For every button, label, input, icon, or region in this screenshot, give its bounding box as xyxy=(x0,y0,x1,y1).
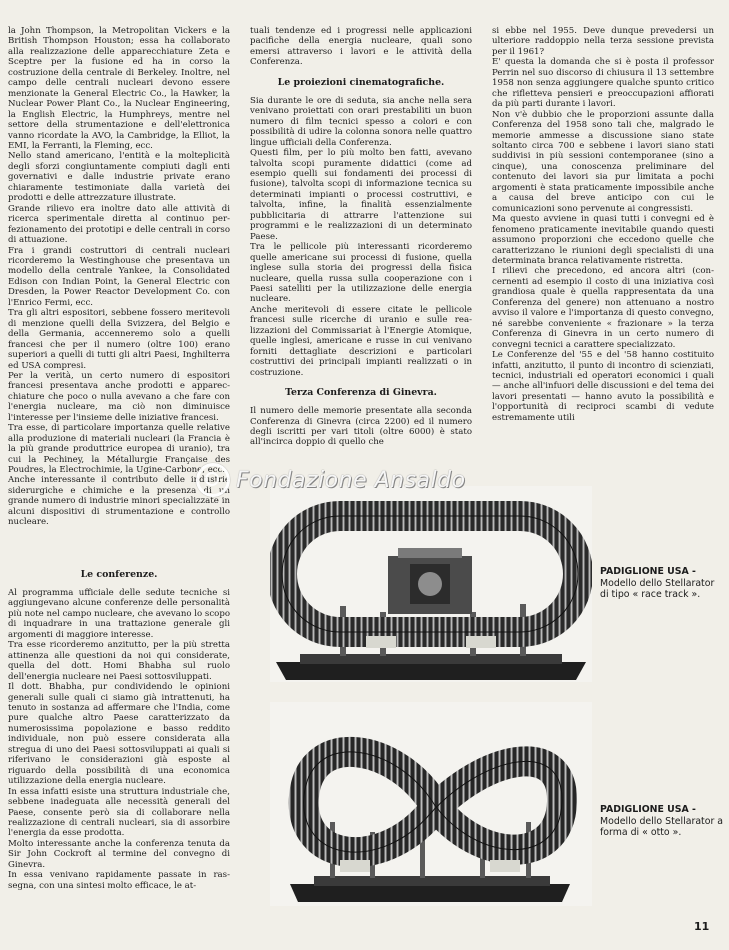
paragraph: In essa venivano rapidamente passate in rassegna, con una sintesi molto efficace, le at- xyxy=(8,870,230,891)
caption-body: Modello dello Stellarator di tipo « race track ». xyxy=(600,577,715,600)
paragraph: Per la verità, un certo numero di espositori francesi presentava anche prodotti e apparecchiature che poco o nulla avevano a che fare con l'energia nucleare, ma ciò non diminuisce l'interesse per l'insieme delle iniziative francesi. xyxy=(8,370,230,423)
paragraph: Fra i grandi costruttori di centrali nucleari ricorderemo la Westinghouse che presentava un modello della centrale Yankee, la Consolidated Edison con Indian Point, la General Electric con Dresden, la Power Reactor Development Co. con l'Enrico Fermi, ecc. xyxy=(8,245,230,308)
caption-title: PADIGLIONE USA - xyxy=(600,804,696,815)
paragraph: Al programma ufficiale delle sedute tecniche si aggiungevano alcune conferenze delle personalità più note nel campo nucleare, che avevano lo scopo di inquadrare in una trattazione generale gli argomenti di maggiore interesse. xyxy=(8,588,230,640)
paragraph: Tra esse, di particolare importanza quelle relative alla produzione di materiali nucleari (la Francia è la più grande produttrice europea di uranio), tra cui la Pechiney, la Métallurgie Française des Poudres, la Electrochimie, la Ugine-Carbone, ecc. xyxy=(8,423,230,476)
paragraph: Tra gli altri espositori, sebbene fossero meritevoli di menzione quelli della Svizzera, del Belgio e della Germania, accenneremo solo a quelli francesi che per il numero (oltre 100) erano superiori a quelli di tutti gli altri Paesi, Inghilterra ed USA compresi. xyxy=(8,308,230,371)
paragraph: Ma questo avviene in quasi tutti i convegni ed è fenomeno praticamente inevitabile quando questi assumono proporzioni che eccedono quelle che caratterizzano le riunioni degli specialisti di una determinata branca relativamente ristretta. xyxy=(492,214,714,266)
paragraph: Anche meritevoli di essere citate le pellicole francesi sulle ricerche di uranio e sulle realizzazioni del Commissariat à l'Energie Atomique, quelle inglesi, americane e russe in cui venivano forniti dettagliate descrizioni e particolari costruttivi dei principali impianti realizzati o in costruzione. xyxy=(250,304,472,378)
paragraph: Le Conferenze del '55 e del '58 hanno costituito infatti, anzitutto, il punto di incontro di scienziati, tecnici, industriali ed operatori economici i quali — anche all'infuori delle discussioni e del tema dei lavori presentati — hanno avuto la possibilità e l'opportunità di reciproci scambi di vedute estremamente utili xyxy=(492,350,714,423)
paragraph: Molto interessante anche la conferenza tenuta da Sir John Cockroft al termine del convegno di Ginevra. xyxy=(8,838,230,870)
paragraph: E' questa la domanda che si è posta il professor Perrin nel suo discorso di chiusura il 13 settembre 1958 non senza aggiungere qualche spunto critico che rifletteva pensieri e preoccupazioni affiorati da più parti durante i lavori. xyxy=(492,57,714,110)
column-right xyxy=(492,26,714,423)
page-number: 11 xyxy=(694,920,710,933)
watermark-text: Fondazione Ansaldo xyxy=(236,467,466,493)
column-left-top xyxy=(8,26,230,528)
stellarator-figure-eight-photo xyxy=(270,702,592,906)
column-middle xyxy=(250,26,472,448)
paragraph: Grande rilievo era inoltre dato alle attività di ricerca sperimentale diretta al continuo perfezionamento dei prototipi e delle centrali in corso di attuazione. xyxy=(8,203,230,246)
paragraph: Sia durante le ore di seduta, sia anche nella sera venivano proiettati con orari prestabiliti un buon numero di film tecnici spesso a colori e con possibilità di udire la colonna sonora nelle quattro lingue ufficiali della Conferenza. xyxy=(250,95,472,148)
section-heading: Le proiezioni cinematografiche. xyxy=(277,76,445,88)
photo-caption xyxy=(600,566,725,601)
paragraph: Tra le pellicole più interessanti ricorderemo quelle americane sui processi di fusione, quella inglese sulla storia dei progressi della fisica nucleare, quella russa sulla cooperazione con i Paesi satelliti per la utilizzazione delle energia nucleare. xyxy=(250,242,472,305)
paragraph: la John Thompson, la Metropolitan Vickers e la British Thompson Houston; essa ha collaborato alla realizzazione delle apparecchiature Zeta e Sceptre per la fusione ed ha in corso la costruzione della centrale di Berkeley. Inoltre, nel campo delle centrali nucleari devono essere menzionate la General Electric Co., la Hawker, la Nuclear Power Plant Co., la Nuclear Engineering, la English Electric, la Humphreys, mentre nel settore della strumentazione e dell'elettronica vanno ricordate la AVO, la Cambridge, la Elliot, la EMI, la Ferranti, la Fleming, ecc. xyxy=(8,26,230,151)
column-left-bottom xyxy=(8,560,230,891)
paragraph: Non v'è dubbio che le proporzioni assunte dalla Conferenza del 1958 sono tali che, malgrado le memorie ammesse a discussione siano state soltanto circa 700 e sebbene i lavori siano stati suddivisi in più sessioni contemporanee (sino a cinque), una conoscenza preliminare del contenuto dei lavori sia pur limitata a pochi argomenti è stata praticamente impossibile anche a causa del breve anticipo con cui le comunicazioni sono pervenute ai congressisti. xyxy=(492,109,714,214)
stellarator-race-track-photo xyxy=(270,486,592,682)
paragraph: In essa infatti esiste una struttura industriale che, sebbene inadeguata alle necessità generali del Paese, consente però sia di collaborare nella realizzazione di centrali nucleari, sia di assorbire l'energia da esse prodotta. xyxy=(8,786,230,839)
paragraph: Tra esse ricorderemo anzitutto, per la più stretta attinenza alle questioni da noi qui considerate, quella del dott. Homi Bhabha sul ruolo dell'energia nucleare nei Paesi sottosviluppati. xyxy=(8,640,230,682)
paragraph: Nello stand americano, l'entità e la molteplicità degli sforzi congiuntamente compiuti dagli enti governativi e dalle industrie private erano chiaramente testimoniate dalla varietà dei prodotti e delle attrezzature illustrate. xyxy=(8,151,230,204)
paragraph: Anche interessante il contributo delle industrie siderurgiche e chimiche e la presenza di un grande numero di industrie minori specializzate in alcuni dispositivi di strumentazione e controllo nucleare. xyxy=(8,475,230,528)
photo-caption xyxy=(600,804,725,839)
paragraph: Questi film, per lo più molto ben fatti, avevano talvolta scopi puramente didattici (come ad esempio quelli sui fondamenti dei processi di fusione), talvolta scopi di informazione tecnica su determinati impianti o processi costruttivi, e talvolta, infine, la finalità essenzialmente pubblicitaria di attrarre l'attenzione sui programmi e le realizzazioni di un determinato Paese. xyxy=(250,148,472,242)
section-heading: Le conferenze. xyxy=(80,569,158,580)
paragraph: Il dott. Bhabha, pur condividendo le opinioni generali sulle quali ci siamo già intrattenuti, ha tenuto in sostanza ad affermare che l'India, come pure qualche altro Paese caratterizzato da numerosissima popolazione e basso reddito individuale, non può essere considerata alla stregua di uno dei Paesi sottosviluppati ai quali si riferivano le considerazioni già esposte al riguardo della possibilità di una economica utilizzazione della energia nucleare. xyxy=(8,682,230,787)
paragraph: I rilievi che precedono, ed ancora altri (concernenti ad esempio il costo di una iniziativa così grandiosa quale è quella rappresentata da una Conferenza del genere) non attenuano a nostro avviso il valore e l'importanza di questo convegno, né sarebbe conveniente « frazionare » la terza Conferenza di Ginevra in un certo numero di convegni tecnici a carattere specializzato. xyxy=(492,266,714,350)
caption-title: PADIGLIONE USA - xyxy=(600,566,696,577)
paragraph: tuali tendenze ed i progressi nelle applicazioni pacifiche della energia nucleare, quali sono emersi attraverso i lavori e le attività della Conferenza. xyxy=(250,26,472,68)
paragraph: si ebbe nel 1955. Deve dunque prevedersi un ulteriore raddoppio nella terza sessione prevista per il 1961? xyxy=(492,26,714,57)
section-heading: Terza Conferenza di Ginevra. xyxy=(285,387,437,399)
paragraph: Il numero delle memorie presentate alla seconda Conferenza di Ginevra (circa 2200) ed il numero degli iscritti per vari titoli (oltre 6000) è stato all'incirca doppio di quello che xyxy=(250,406,472,448)
caption-body: Modello dello Stellarator a forma di « otto ». xyxy=(600,815,724,838)
